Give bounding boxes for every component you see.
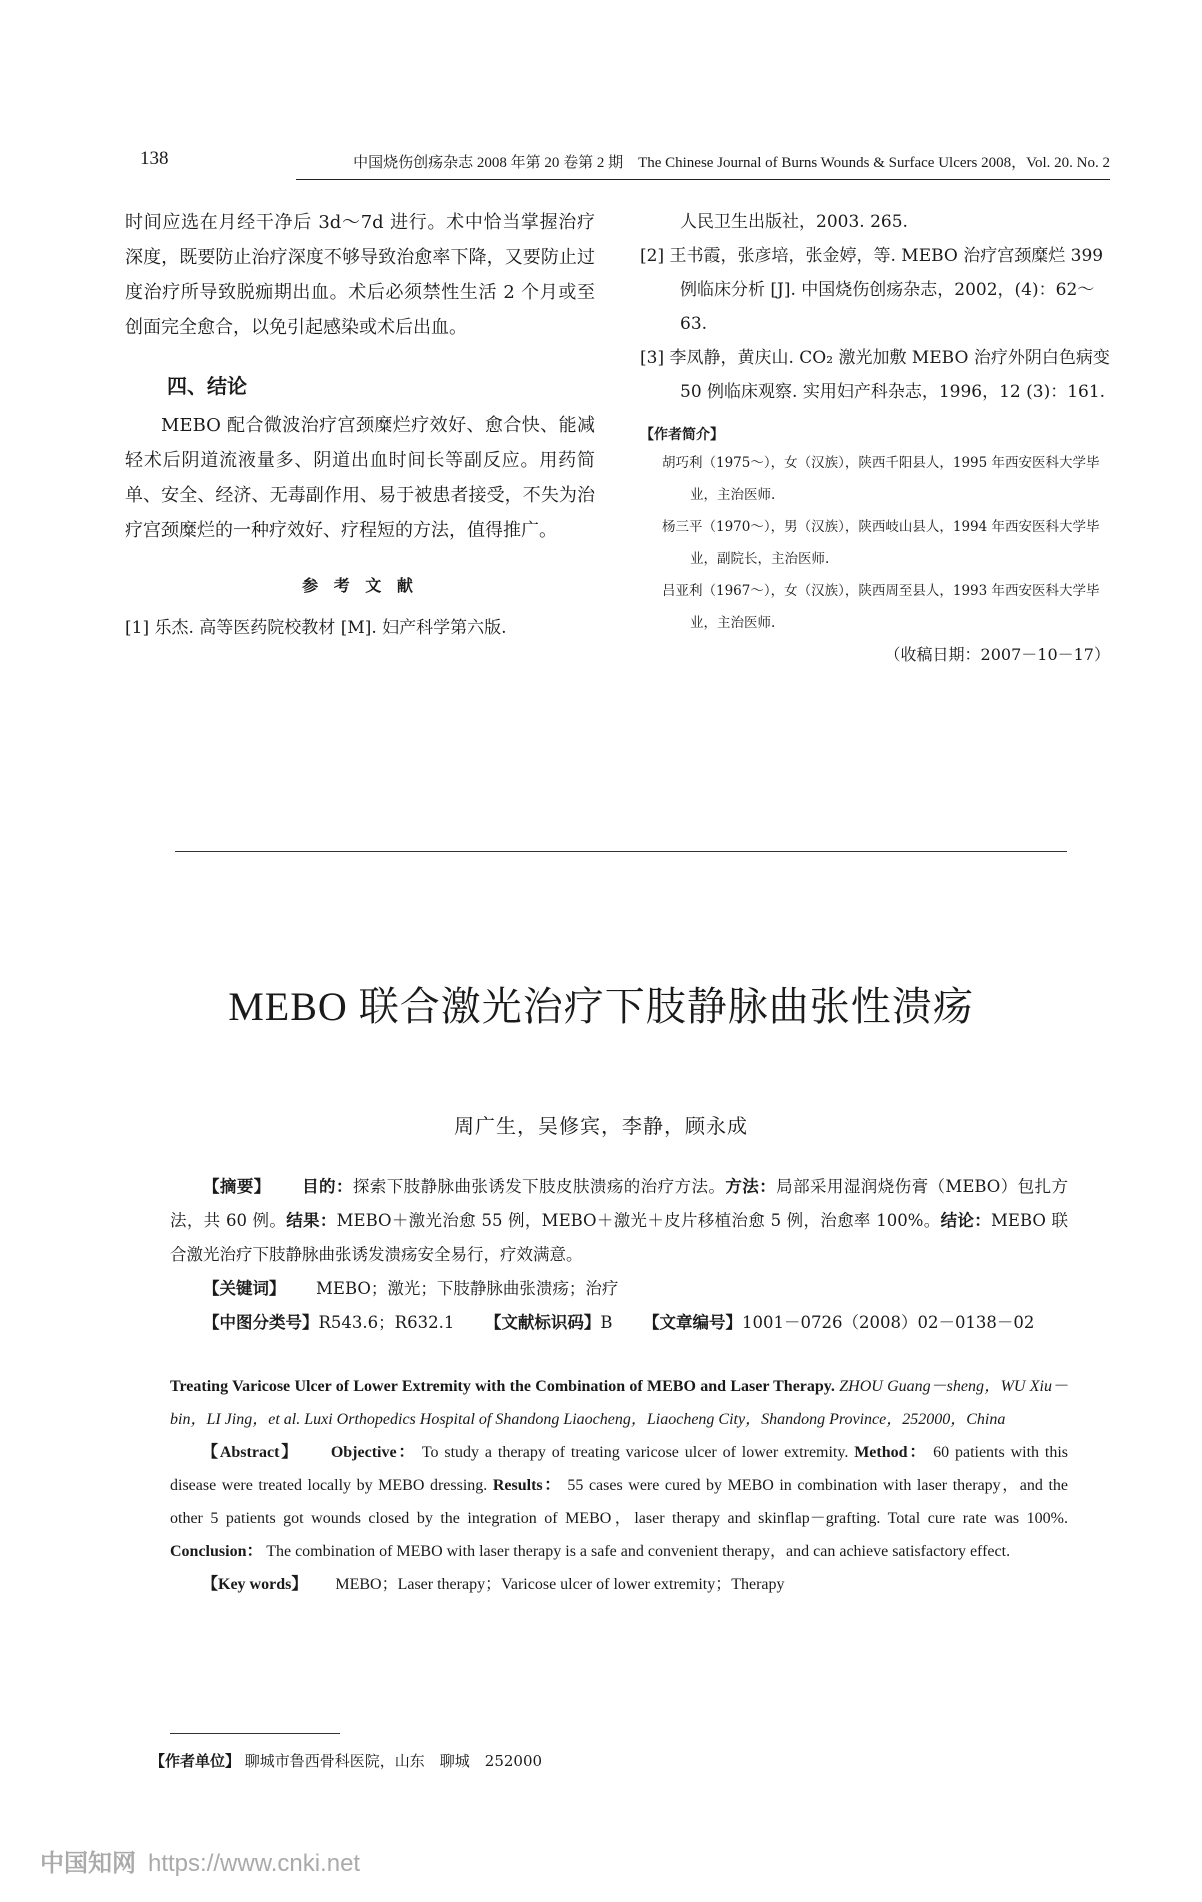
- reference-1-continued: 人民卫生出版社，2003. 265.: [680, 212, 908, 232]
- results-label: Results：: [492, 1477, 562, 1494]
- objective-text: 探索下肢静脉曲张诱发下肢皮肤溃疡的治疗方法。: [352, 1177, 726, 1196]
- footnote-rule: [170, 1733, 340, 1734]
- reference-2: [2] 王书霞，张彦培，张金婷，等. MEBO 治疗宫颈糜烂 399 例临床分析 [J]. 中国烧伤创疡杂志，2002，(4)：62～63.: [640, 246, 1104, 334]
- keywords-text: MEBO；Laser therapy；Varicose ulcer of lower extremity；Therapy: [335, 1576, 785, 1593]
- method-label: Method：: [854, 1444, 928, 1461]
- author-bio-heading: 【作者简介】: [640, 427, 724, 443]
- author-bio: 吕亚利（1967～），女（汉族），陕西周至县人，1993 年西安医科大学毕业，主治医师.: [662, 583, 1100, 631]
- document-code-label: 【文献标识码】: [484, 1313, 601, 1332]
- english-abstract: [170, 1370, 1068, 1601]
- article-title: MEBO 联合激光治疗下肢静脉曲张性溃疡: [228, 984, 974, 1029]
- author-affiliation-footnote: [150, 1750, 542, 1771]
- left-column: [125, 205, 595, 646]
- result-text: MEBO＋激光治愈 55 例，MEBO＋激光＋皮片移植治愈 5 例，治愈率 100%。: [336, 1211, 941, 1230]
- method-text: 60 patients with this disease were treated locally by MEBO dressing.: [170, 1444, 1069, 1494]
- footnote-text: 聊城市鲁西骨科医院，山东 聊城 252000: [244, 1752, 543, 1770]
- english-authors: ZHOU Guang－sheng，WU Xiu－bin，LI Jing，et al.: [170, 1378, 1068, 1428]
- conclusion-label: Conclusion：: [170, 1543, 263, 1560]
- right-column: [640, 205, 1110, 671]
- results-text: 55 cases were cured by MEBO in combination with laser therapy，and the other 5 patients got wounds closed by the integration of MEBO，laser therapy and skinflap－grafting. Total cure rate was 100%.: [170, 1477, 1069, 1527]
- reference-3: [3] 李凤静，黄庆山. CO₂ 激光加敷 MEBO 治疗外阴白色病变 50 例临床观察. 实用妇产科杂志，1996，12 (3)：161.: [640, 348, 1110, 402]
- cnki-watermark: [40, 1843, 360, 1878]
- article-authors: 周广生，吴修宾，李静，顾永成: [454, 1114, 748, 1138]
- objective-label: 目的：: [302, 1177, 353, 1196]
- page-number: 138: [140, 148, 169, 169]
- abstract-label: 【摘要】: [203, 1177, 271, 1196]
- classification-label: 【中图分类号】: [203, 1313, 319, 1332]
- keywords-label: 【Key words】: [202, 1576, 308, 1593]
- method-label: 方法：: [725, 1177, 777, 1196]
- body-paragraph: 时间应选在月经干净后 3d～7d 进行。术中恰当掌握治疗深度，既要防止治疗深度不够导致治愈率下降，又要防止过度治疗所导致脱痂期出血。术后必须禁性生活 2 个月或至创面完全愈合，以免引起感染或术后出血。: [125, 212, 595, 338]
- english-keywords-line: [170, 1568, 1068, 1601]
- abstract-label: 【Abstract】: [202, 1444, 300, 1461]
- references-title: 参 考 文 献: [302, 576, 418, 595]
- section-title: 四、结论: [167, 374, 247, 398]
- keywords-line: [170, 1272, 1068, 1306]
- author-bio: 胡巧利（1975～），女（汉族），陕西千阳县人，1995 年西安医科大学毕业，主治医师.: [662, 455, 1100, 503]
- received-date: （收稿日期：2007－10－17）: [884, 645, 1110, 664]
- watermark-brand: 中国知网: [40, 1850, 136, 1877]
- conclusion-text: MEBO 联合激光治疗下肢静脉曲张诱发溃疡安全易行，疗效满意。: [170, 1211, 1068, 1264]
- article-number: 1001－0726（2008）02－0138－02: [741, 1313, 1035, 1332]
- english-citation: [170, 1370, 1068, 1436]
- method-text: 局部采用湿润烧伤膏（MEBO）包扎方法，共 60 例。: [170, 1177, 1069, 1230]
- keywords-label: 【关键词】: [203, 1279, 286, 1298]
- english-affiliation: Luxi Orthopedics Hospital of Shandong Liaocheng，Liaocheng City，Shandong Province，252000，China: [304, 1411, 1006, 1428]
- header-rule: [296, 179, 1110, 180]
- keywords-text: MEBO；激光；下肢静脉曲张溃疡；治疗: [316, 1279, 619, 1298]
- classification-line: [170, 1306, 1068, 1340]
- english-title: Treating Varicose Ulcer of Lower Extremity with the Combination of MEBO and Laser Therapy.: [170, 1378, 835, 1395]
- conclusion-text: The combination of MEBO with laser therapy is a safe and convenient therapy，and can achieve satisfactory effect.: [266, 1543, 1011, 1560]
- article-separator: [175, 851, 1067, 852]
- document-code: B: [600, 1313, 613, 1332]
- footnote-label: 【作者单位】: [150, 1752, 241, 1770]
- journal-line: 中国烧伤创疡杂志 2008 年第 20 卷第 2 期 The Chinese Journal of Burns Wounds & Surface Ulcers 2008，Vol. 20. No. 2: [353, 155, 1110, 171]
- reference-1: [1] 乐杰. 高等医药院校教材 [M]. 妇产科学第六版.: [125, 618, 507, 638]
- conclusion-label: 结论：: [940, 1211, 992, 1230]
- result-label: 结果：: [286, 1211, 337, 1230]
- abstract-paragraph: [170, 1170, 1068, 1272]
- author-bio: 杨三平（1970～），男（汉族），陕西岐山县人，1994 年西安医科大学毕业，副院长，主治医师.: [662, 519, 1100, 567]
- article-number-label: 【文章编号】: [642, 1313, 742, 1332]
- running-head: [140, 148, 1110, 178]
- classification-text: R543.6；R632.1: [318, 1313, 455, 1332]
- objective-text: To study a therapy of treating varicose ulcer of lower extremity.: [421, 1444, 849, 1461]
- objective-label: Objective：: [330, 1444, 417, 1461]
- conclusion-paragraph: MEBO 配合微波治疗宫颈糜烂疗效好、愈合快、能减轻术后阴道流液量多、阴道出血时间长等副反应。用药简单、安全、经济、无毒副作用、易于被患者接受，不失为治疗宫颈糜烂的一种疗效好、疗程短的方法，值得推广。: [125, 415, 595, 541]
- chinese-abstract: [170, 1170, 1068, 1340]
- watermark-url: https://www.cnki.net: [148, 1850, 361, 1877]
- english-abstract-paragraph: [170, 1436, 1068, 1568]
